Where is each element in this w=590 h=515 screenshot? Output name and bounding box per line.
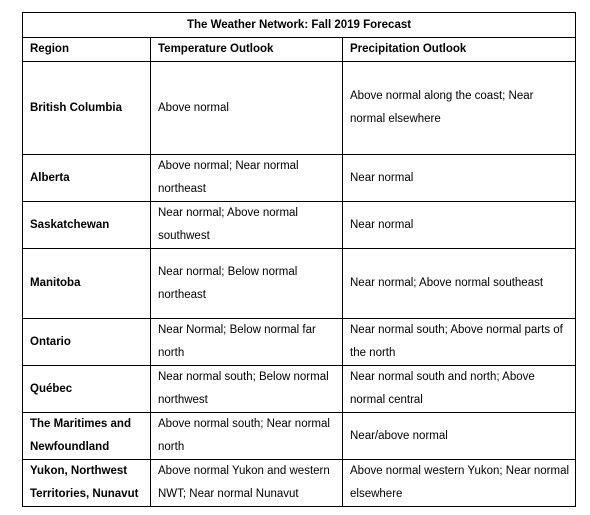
table-title-row bbox=[23, 13, 576, 38]
table-title: The Weather Network: Fall 2019 Forecast bbox=[23, 13, 576, 38]
region-cell: Alberta bbox=[23, 155, 151, 202]
table-row bbox=[23, 155, 576, 202]
table-row bbox=[23, 249, 576, 319]
precipitation-cell: Above normal western Yukon; Near normal elsewhere bbox=[343, 460, 576, 507]
column-header-region: Region bbox=[23, 38, 151, 62]
table-row bbox=[23, 202, 576, 249]
temperature-cell: Above normal Yukon and western NWT; Near normal Nunavut bbox=[151, 460, 343, 507]
region-cell: Ontario bbox=[23, 319, 151, 366]
forecast-table bbox=[22, 12, 576, 507]
table-row bbox=[23, 62, 576, 155]
precipitation-cell: Near normal bbox=[343, 155, 576, 202]
table-row bbox=[23, 319, 576, 366]
precipitation-cell: Near normal bbox=[343, 202, 576, 249]
precipitation-cell: Near normal south; Above normal parts of the north bbox=[343, 319, 576, 366]
region-cell: Québec bbox=[23, 366, 151, 413]
table-header-row bbox=[23, 38, 576, 62]
region-cell: Saskatchewan bbox=[23, 202, 151, 249]
precipitation-cell: Near normal; Above normal southeast bbox=[343, 249, 576, 319]
table-row bbox=[23, 460, 576, 507]
region-cell: British Columbia bbox=[23, 62, 151, 155]
column-header-temperature: Temperature Outlook bbox=[151, 38, 343, 62]
column-header-precipitation: Precipitation Outlook bbox=[343, 38, 576, 62]
precipitation-cell: Near/above normal bbox=[343, 413, 576, 460]
temperature-cell: Above normal bbox=[151, 62, 343, 155]
temperature-cell: Above normal; Near normal northeast bbox=[151, 155, 343, 202]
table-row bbox=[23, 413, 576, 460]
region-cell: Yukon, Northwest Territories, Nunavut bbox=[23, 460, 151, 507]
temperature-cell: Near normal; Below normal northeast bbox=[151, 249, 343, 319]
temperature-cell: Near normal south; Below normal northwest bbox=[151, 366, 343, 413]
temperature-cell: Above normal south; Near normal north bbox=[151, 413, 343, 460]
region-cell: Manitoba bbox=[23, 249, 151, 319]
precipitation-cell: Above normal along the coast; Near normal elsewhere bbox=[343, 62, 576, 155]
region-cell: The Maritimes and Newfoundland bbox=[23, 413, 151, 460]
precipitation-cell: Near normal south and north; Above normal central bbox=[343, 366, 576, 413]
table-row bbox=[23, 366, 576, 413]
temperature-cell: Near normal; Above normal southwest bbox=[151, 202, 343, 249]
temperature-cell: Near Normal; Below normal far north bbox=[151, 319, 343, 366]
